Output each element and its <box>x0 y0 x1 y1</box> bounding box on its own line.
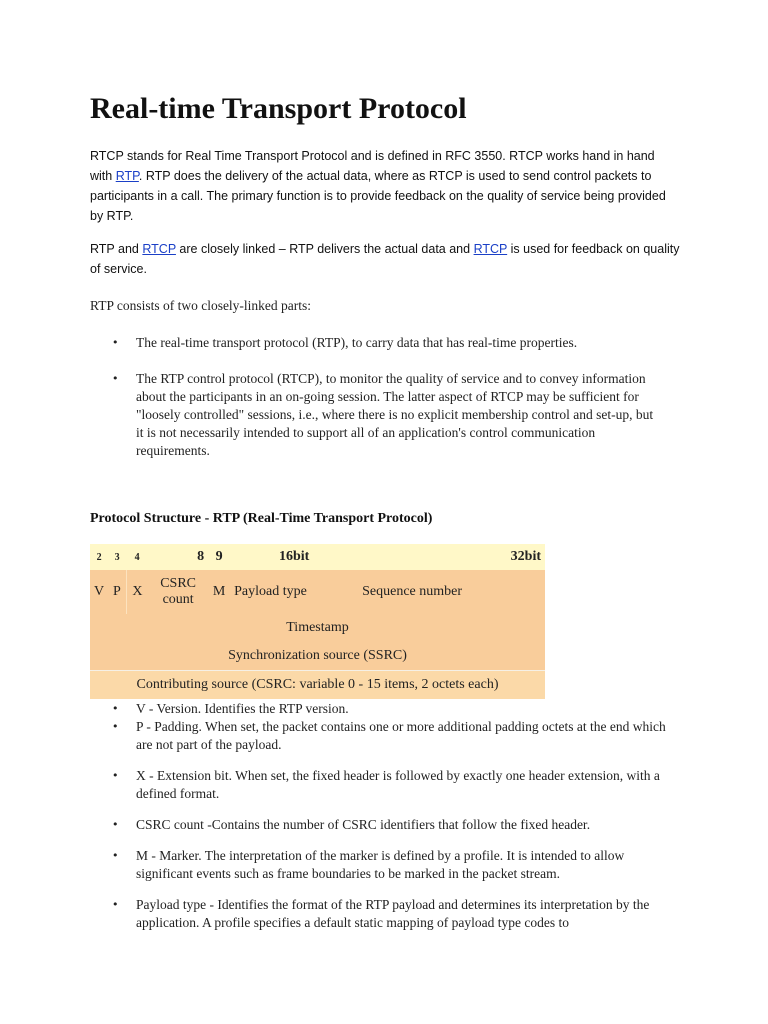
table-row <box>90 570 545 614</box>
table-cell: M <box>208 570 230 614</box>
table-header-cell: 9 <box>208 544 230 570</box>
intro-text: . RTP does the delivery of the actual data, where as RTCP is used to send control packets to participants in a call. The primary function is to provide feedback on the quality of service being provided by RTP. <box>90 169 666 223</box>
rtcp-link[interactable]: RTCP <box>142 242 176 256</box>
intro-paragraph-1 <box>90 146 680 226</box>
table-header-cell: 2 <box>90 544 108 570</box>
intro-paragraph-2 <box>90 239 680 279</box>
table-cell: P <box>108 570 126 614</box>
table-header-cell: 16bit <box>230 544 358 570</box>
page-title: Real-time Transport Protocol <box>90 92 467 125</box>
table-header-cell: 4 <box>126 544 148 570</box>
rtp-header-table <box>90 544 545 699</box>
fields-list <box>90 700 670 932</box>
table-cell: Timestamp <box>90 614 545 642</box>
table-header-cell: 3 <box>108 544 126 570</box>
table-cell: Synchronization source (SSRC) <box>90 642 545 671</box>
table-cell: CSRC count <box>148 570 208 614</box>
list-item: • The real-time transport protocol (RTP), to carry data that has real-time properties. <box>90 334 660 352</box>
table-header-cell: 32bit <box>358 544 545 570</box>
intro-text: RTP and <box>90 242 143 256</box>
table-cell: Sequence number <box>358 570 545 614</box>
list-item: • Payload type - Identifies the format of the RTP payload and determines its interpretation by the application. A profile specifies a default static mapping of payload type codes to <box>90 896 670 932</box>
table-cell: V <box>90 570 108 614</box>
list-item: • CSRC count -Contains the number of CSRC identifiers that follow the fixed header. <box>90 816 670 834</box>
protocol-structure-heading: Protocol Structure - RTP (Real-Time Transport Protocol) <box>90 511 433 526</box>
table-row <box>90 614 545 642</box>
consists-paragraph: RTP consists of two closely-linked parts: <box>90 298 312 313</box>
list-item: • X - Extension bit. When set, the fixed header is followed by exactly one header extension, with a defined format. <box>90 767 670 803</box>
table-cell: X <box>126 570 148 614</box>
intro-text: is used for feedback on quality of service. <box>90 242 680 276</box>
table-row <box>90 671 545 700</box>
rtcp-link[interactable]: RTCP <box>473 242 508 256</box>
intro-text: RTCP stands for Real Time Transport Protocol and is defined in RFC 3550. RTCP works hand in hand with <box>90 149 655 183</box>
list-item: • P - Padding. When set, the packet contains one or more additional padding octets at the end which are not part of the payload. <box>90 718 670 754</box>
rtp-link[interactable]: RTP <box>115 169 139 183</box>
table-cell: Payload type <box>230 570 358 614</box>
list-item: • M - Marker. The interpretation of the marker is defined by a profile. It is intended to allow significant events such as frame boundaries to be marked in the packet stream. <box>90 847 670 883</box>
table-row <box>90 642 545 671</box>
parts-list <box>90 334 660 460</box>
table-cell: Contributing source (CSRC: variable 0 - 15 items, 2 octets each) <box>90 671 545 700</box>
list-item: • The RTP control protocol (RTCP), to monitor the quality of service and to convey information about the participants in an on-going session. The latter aspect of RTCP may be sufficient for "loosely controlled" sessions, i.e., where there is no explicit membership control and set-up, but it is not necessarily intended to support all of an application's control communication requirements. <box>90 370 660 460</box>
table-header-cell: 8 <box>148 544 208 570</box>
intro-text: are closely linked – RTP delivers the actual data and <box>175 242 474 256</box>
table-header-row <box>90 544 545 570</box>
list-item: • V - Version. Identifies the RTP version. <box>90 700 670 718</box>
